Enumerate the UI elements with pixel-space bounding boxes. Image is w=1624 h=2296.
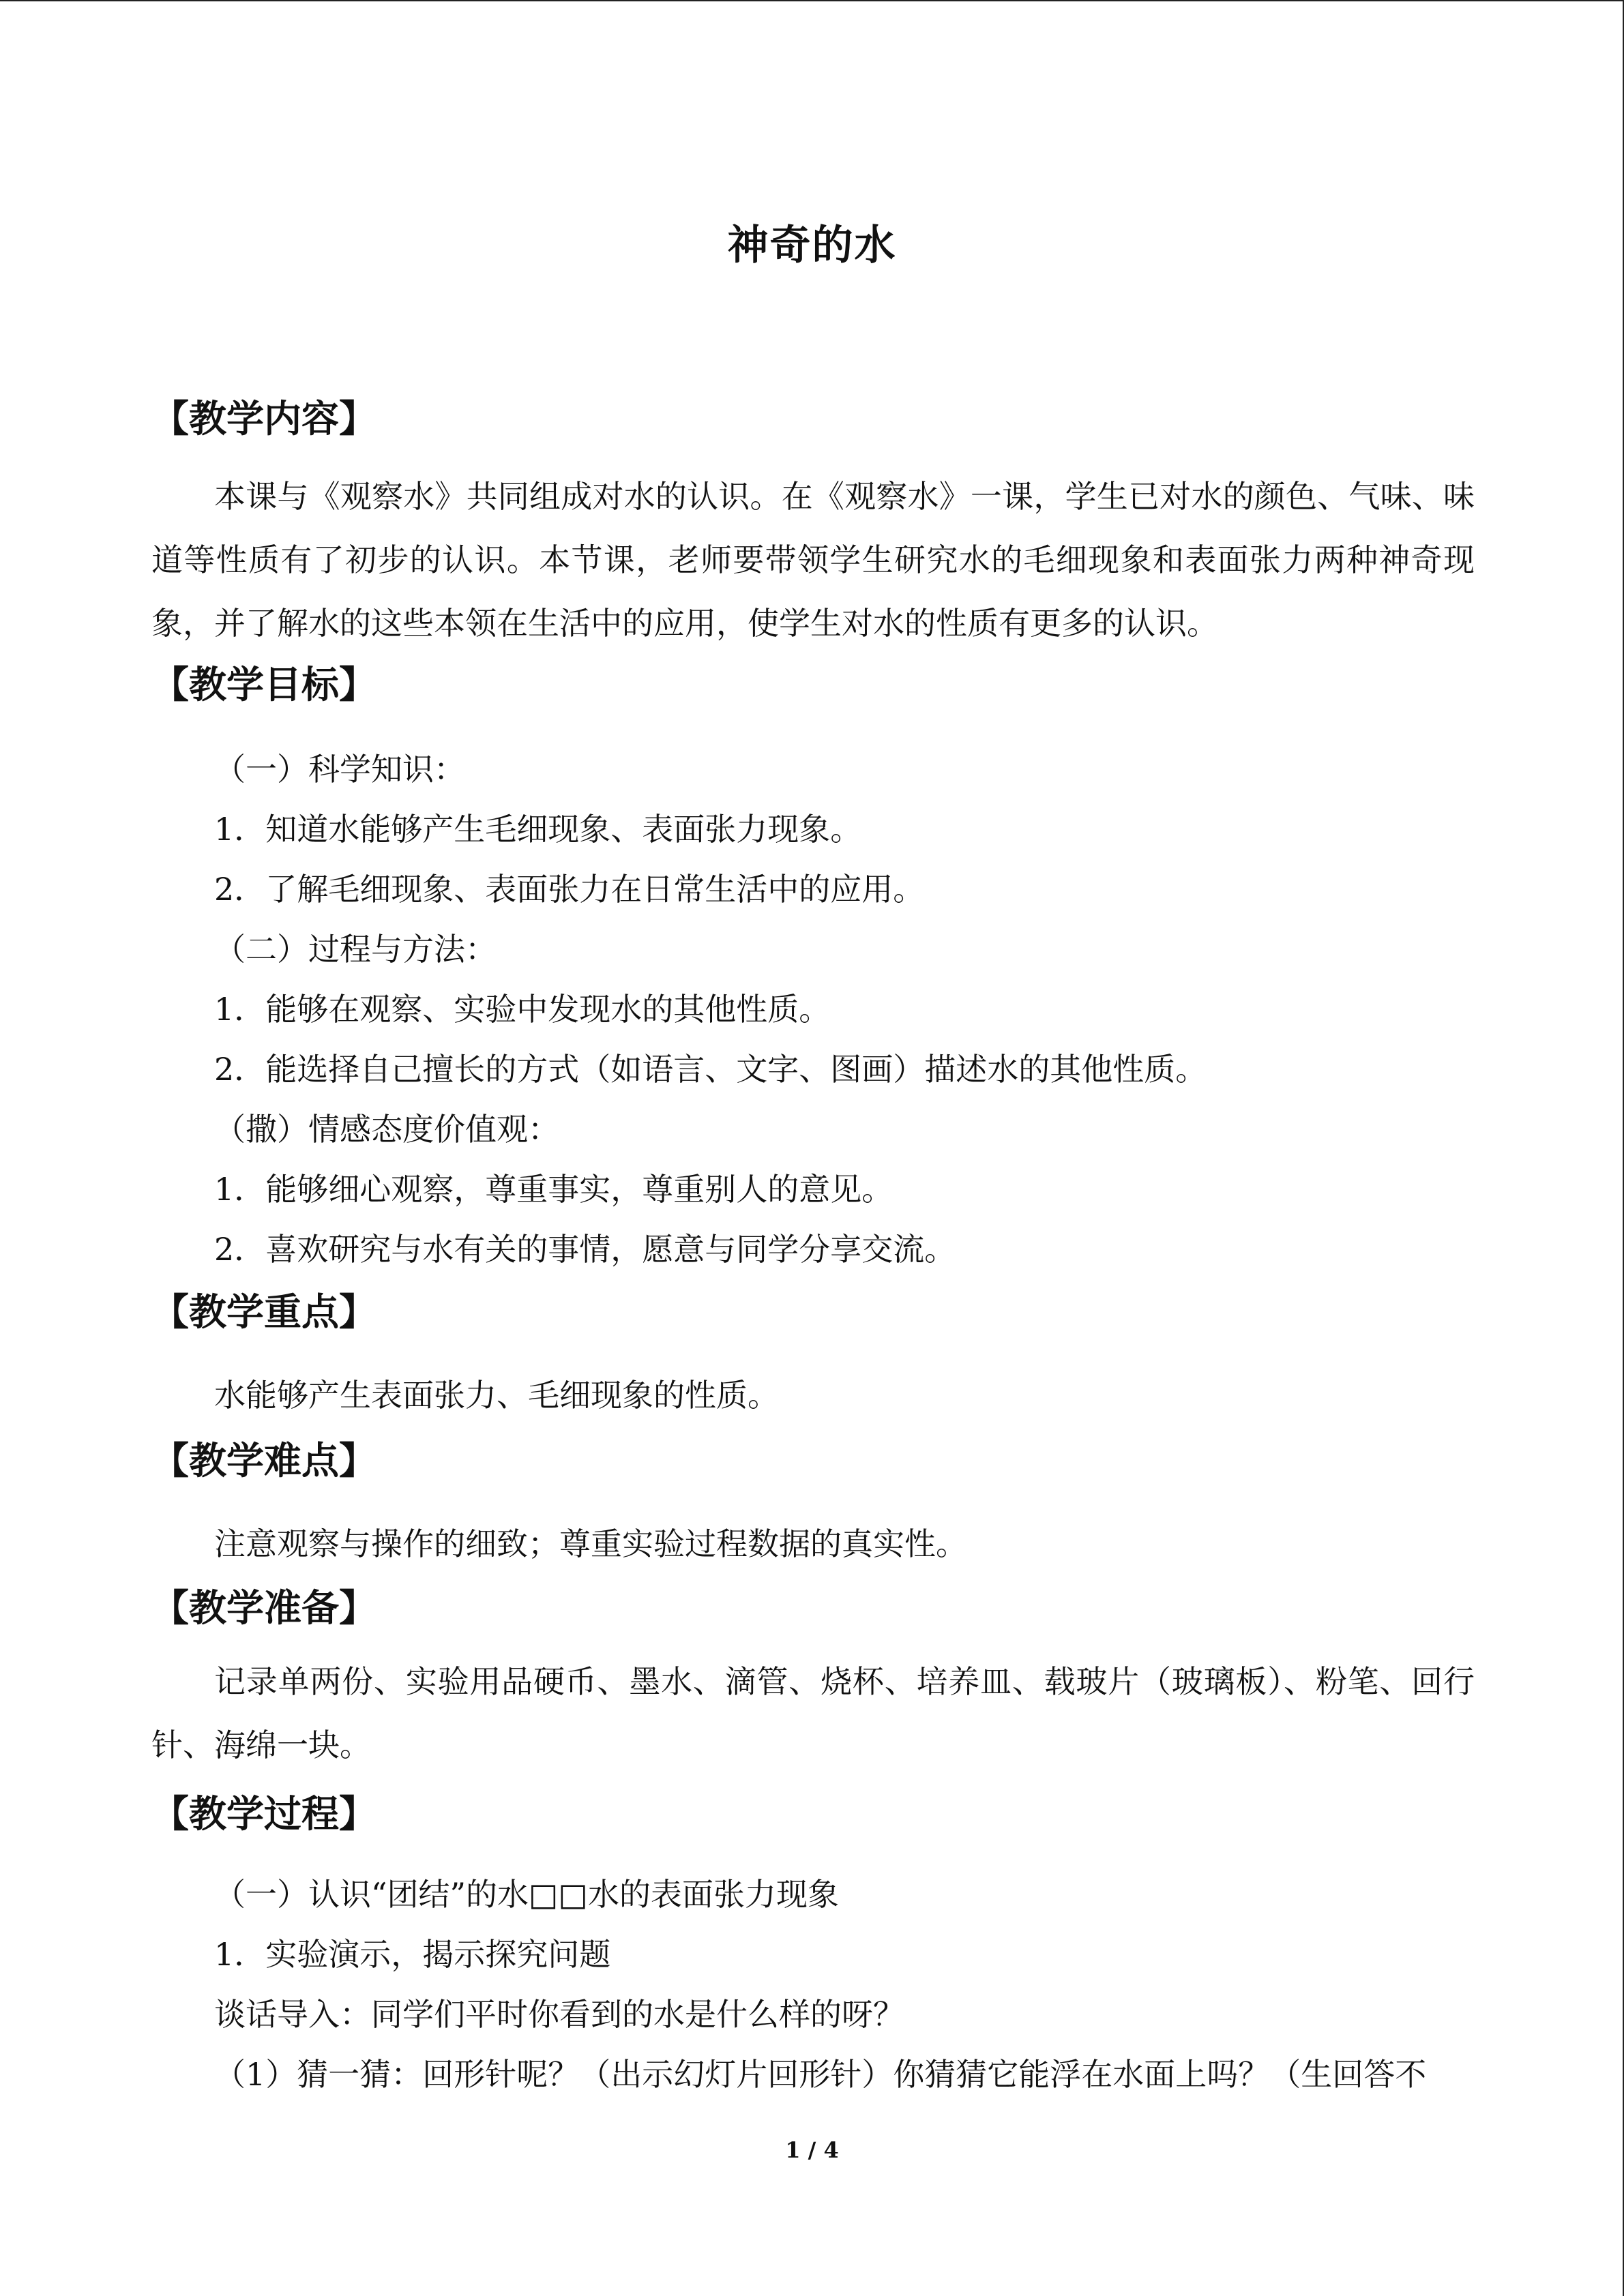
section-text-difficulties: 注意观察与操作的细致；尊重实验过程数据的真实性。 bbox=[214, 1525, 967, 1562]
goals-line: （一）科学知识： bbox=[214, 751, 465, 788]
section-text-key-points: 水能够产生表面张力、毛细现象的性质。 bbox=[214, 1377, 779, 1414]
section-heading-content: 【教学内容】 bbox=[151, 396, 377, 441]
section-heading-preparation: 【教学准备】 bbox=[151, 1585, 377, 1630]
goals-line: （二）过程与方法： bbox=[214, 931, 497, 968]
process-line: 1．实验演示，揭示探究问题 bbox=[214, 1936, 611, 1973]
section-heading-difficulties: 【教学难点】 bbox=[151, 1438, 377, 1482]
section-text-preparation: 记录单两份、实验用品硬币、墨水、滴管、烧杯、培养皿、载玻片（玻璃板）、粉笔、回行针、海绵一块。 bbox=[151, 1663, 1475, 1763]
process-line: （一）认识“团结”的水□□水的表面张力现象 bbox=[214, 1876, 839, 1913]
section-text-content: 本课与《观察水》共同组成对水的认识。在《观察水》一课，学生已对水的颜色、气味、味道等性质有了初步的认识。本节课，老师要带领学生研究水的毛细现象和表面张力两种神奇现象，并了解水的这些本领在生活中的应用，使学生对水的性质有更多的认识。 bbox=[151, 478, 1475, 642]
goals-line: 1．知道水能够产生毛细现象、表面张力现象。 bbox=[214, 811, 862, 848]
section-heading-key-points: 【教学重点】 bbox=[151, 1289, 377, 1334]
process-line: （1）猜一猜：回形针呢？（出示幻灯片回形针）你猜猜它能浮在水面上吗？（生回答不 bbox=[214, 2056, 1427, 2093]
goals-line: 2．能选择自己擅长的方式（如语言、文字、图画）描述水的其他性质。 bbox=[214, 1051, 1207, 1088]
goals-line: 2．喜欢研究与水有关的事情，愿意与同学分享交流。 bbox=[214, 1231, 956, 1268]
goals-line: 2．了解毛细现象、表面张力在日常生活中的应用。 bbox=[214, 871, 925, 908]
goals-line: 1．能够细心观察，尊重事实，尊重别人的意见。 bbox=[214, 1171, 894, 1208]
goals-line: （撒）情感态度价值观： bbox=[214, 1111, 559, 1148]
section-heading-goals: 【教学目标】 bbox=[151, 662, 377, 706]
page-title: 神奇的水 bbox=[727, 222, 897, 269]
goals-line: 1．能够在观察、实验中发现水的其他性质。 bbox=[214, 991, 831, 1028]
page-number: 1 / 4 bbox=[785, 2137, 839, 2163]
process-line: 谈话导入：同学们平时你看到的水是什么样的呀？ bbox=[214, 1996, 904, 2033]
section-heading-process: 【教学过程】 bbox=[151, 1791, 377, 1836]
